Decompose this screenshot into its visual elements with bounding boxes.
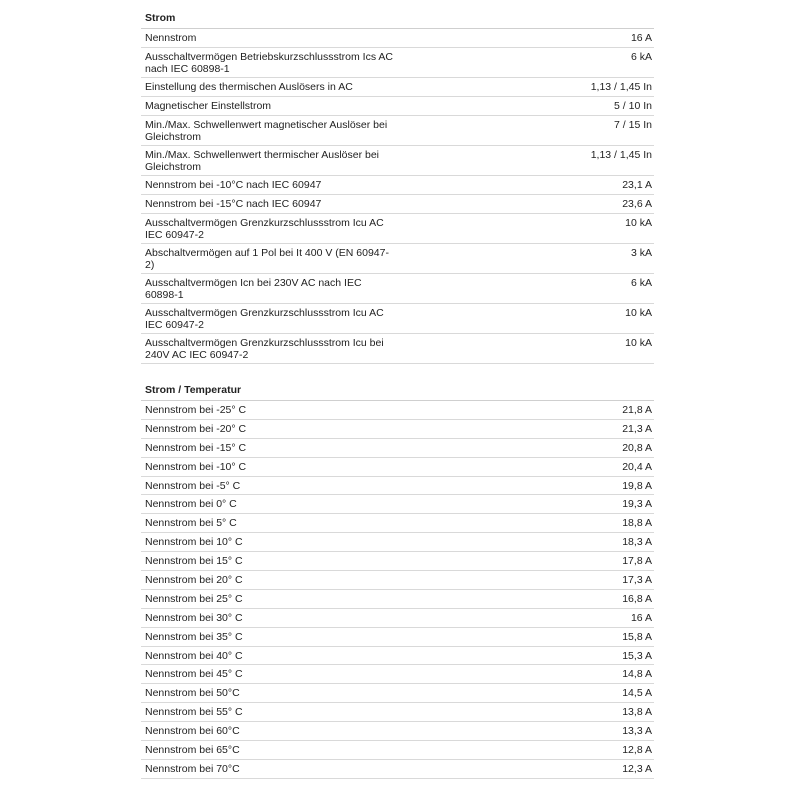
spec-sheet (141, 0, 654, 779)
spec-row (141, 495, 654, 514)
spec-row (141, 703, 654, 722)
spec-label: Nennstrom bei -10° C (145, 460, 247, 473)
spec-row (141, 116, 654, 146)
spec-label: Nennstrom (145, 32, 197, 44)
spec-value: 21,8 A (622, 404, 652, 416)
spec-value: 16 A (630, 611, 652, 624)
spec-label: Ausschaltvermögen Grenzkurzschlussstrom Icu AC IEC 60947-2 (145, 217, 384, 241)
spec-value: 13,3 A (622, 725, 652, 738)
spec-value: 15,8 A (622, 630, 652, 643)
spec-value: 16,8 A (622, 592, 652, 605)
spec-value: 13,8 A (622, 706, 652, 719)
spec-value: 16 A (630, 32, 652, 44)
strom-temperatur-table (141, 401, 654, 779)
spec-row (141, 628, 654, 647)
spec-row (141, 274, 654, 304)
spec-label: Nennstrom bei 20° C (145, 574, 243, 587)
spec-label: Min./Max. Schwellenwert magnetischer Auslöser bei Gleichstrom (145, 119, 388, 143)
spec-label: Ausschaltvermögen Grenzkurzschlussstrom Icu AC IEC 60947-2 (145, 307, 384, 331)
spec-label: Nennstrom bei -20° C (145, 422, 247, 435)
spec-row (141, 244, 654, 274)
spec-value: 19,8 A (622, 479, 652, 492)
spec-label: Nennstrom bei 65°C (145, 744, 240, 757)
spec-label: Nennstrom bei 55° C (145, 706, 243, 719)
section-title-strom: Strom (141, 9, 654, 29)
spec-row (141, 552, 654, 571)
spec-row (141, 176, 654, 195)
spec-row (141, 533, 654, 552)
spec-label: Nennstrom bei 35° C (145, 630, 243, 643)
spec-label: Nennstrom bei 45° C (145, 668, 243, 681)
spec-value: 5 / 10 In (614, 100, 652, 112)
spec-row (141, 477, 654, 496)
spec-label: Nennstrom bei -25° C (145, 404, 247, 416)
section-title-strom-temperatur: Strom / Temperatur (141, 381, 654, 401)
spec-value: 10 kA (625, 337, 652, 349)
spec-value: 15,3 A (622, 649, 652, 662)
spec-row (141, 48, 654, 78)
spec-label: Nennstrom bei -15° C (145, 441, 247, 454)
strom-spec-table (141, 29, 654, 364)
spec-label: Ausschaltvermögen Icn bei 230V AC nach IEC 60898-1 (145, 277, 362, 301)
spec-label: Nennstrom bei 15° C (145, 555, 243, 568)
spec-value: 18,8 A (622, 517, 652, 530)
spec-value: 6 kA (630, 51, 652, 63)
spec-label: Nennstrom bei -10°C nach IEC 60947 (145, 179, 322, 191)
spec-row (141, 29, 654, 48)
spec-row (141, 304, 654, 334)
spec-row (141, 722, 654, 741)
spec-label: Ausschaltvermögen Grenzkurzschlussstrom Icu bei 240V AC IEC 60947-2 (145, 337, 384, 361)
spec-value: 1,13 / 1,45 In (590, 81, 652, 93)
spec-row (141, 741, 654, 760)
spec-row (141, 146, 654, 176)
spec-label: Nennstrom bei 30° C (145, 611, 243, 624)
spec-value: 12,3 A (622, 762, 652, 775)
spec-label: Nennstrom bei -5° C (145, 479, 241, 492)
spec-row (141, 684, 654, 703)
spec-label: Nennstrom bei 10° C (145, 536, 243, 549)
spec-value: 14,5 A (622, 687, 652, 700)
spec-row (141, 760, 654, 779)
spec-label: Ausschaltvermögen Betriebskurzschlussstrom Ics AC nach IEC 60898-1 (145, 51, 394, 75)
spec-value: 6 kA (630, 277, 652, 289)
spec-label: Nennstrom bei 70°C (145, 762, 240, 775)
spec-row (141, 665, 654, 684)
spec-label: Abschaltvermögen auf 1 Pol bei It 400 V (EN 60947-2) (145, 247, 389, 271)
spec-row (141, 334, 654, 364)
spec-label: Einstellung des thermischen Auslösers in AC (145, 81, 353, 93)
spec-row (141, 420, 654, 439)
spec-label: Nennstrom bei -15°C nach IEC 60947 (145, 198, 322, 210)
spec-value: 23,6 A (622, 198, 652, 210)
spec-value: 20,8 A (622, 441, 652, 454)
spec-row (141, 401, 654, 420)
spec-value: 1,13 / 1,45 In (590, 149, 652, 161)
spec-value: 12,8 A (622, 744, 652, 757)
spec-row (141, 78, 654, 97)
spec-row (141, 458, 654, 477)
spec-value: 10 kA (625, 307, 652, 319)
spec-value: 21,3 A (622, 422, 652, 435)
spec-label: Nennstrom bei 50°C (145, 687, 240, 700)
spec-label: Nennstrom bei 5° C (145, 517, 237, 530)
spec-value: 3 kA (630, 247, 652, 259)
spec-row (141, 195, 654, 214)
spec-row (141, 609, 654, 628)
spec-value: 10 kA (625, 217, 652, 229)
spec-value: 19,3 A (622, 498, 652, 511)
spec-value: 18,3 A (622, 536, 652, 549)
spec-value: 7 / 15 In (614, 119, 652, 131)
spec-value: 17,8 A (622, 555, 652, 568)
spec-row (141, 97, 654, 116)
spec-row (141, 214, 654, 244)
spec-label: Nennstrom bei 60°C (145, 725, 240, 738)
spec-label: Magnetischer Einstellstrom (145, 100, 272, 112)
spec-value: 23,1 A (622, 179, 652, 191)
spec-value: 17,3 A (622, 574, 652, 587)
spec-row (141, 647, 654, 666)
spec-row (141, 514, 654, 533)
spec-label: Min./Max. Schwellenwert thermischer Auslöser bei Gleichstrom (145, 149, 380, 173)
spec-value: 14,8 A (622, 668, 652, 681)
spec-label: Nennstrom bei 25° C (145, 592, 243, 605)
spec-value: 20,4 A (622, 460, 652, 473)
spec-label: Nennstrom bei 0° C (145, 498, 237, 511)
spec-row (141, 439, 654, 458)
spec-row (141, 571, 654, 590)
spec-label: Nennstrom bei 40° C (145, 649, 243, 662)
spec-row (141, 590, 654, 609)
